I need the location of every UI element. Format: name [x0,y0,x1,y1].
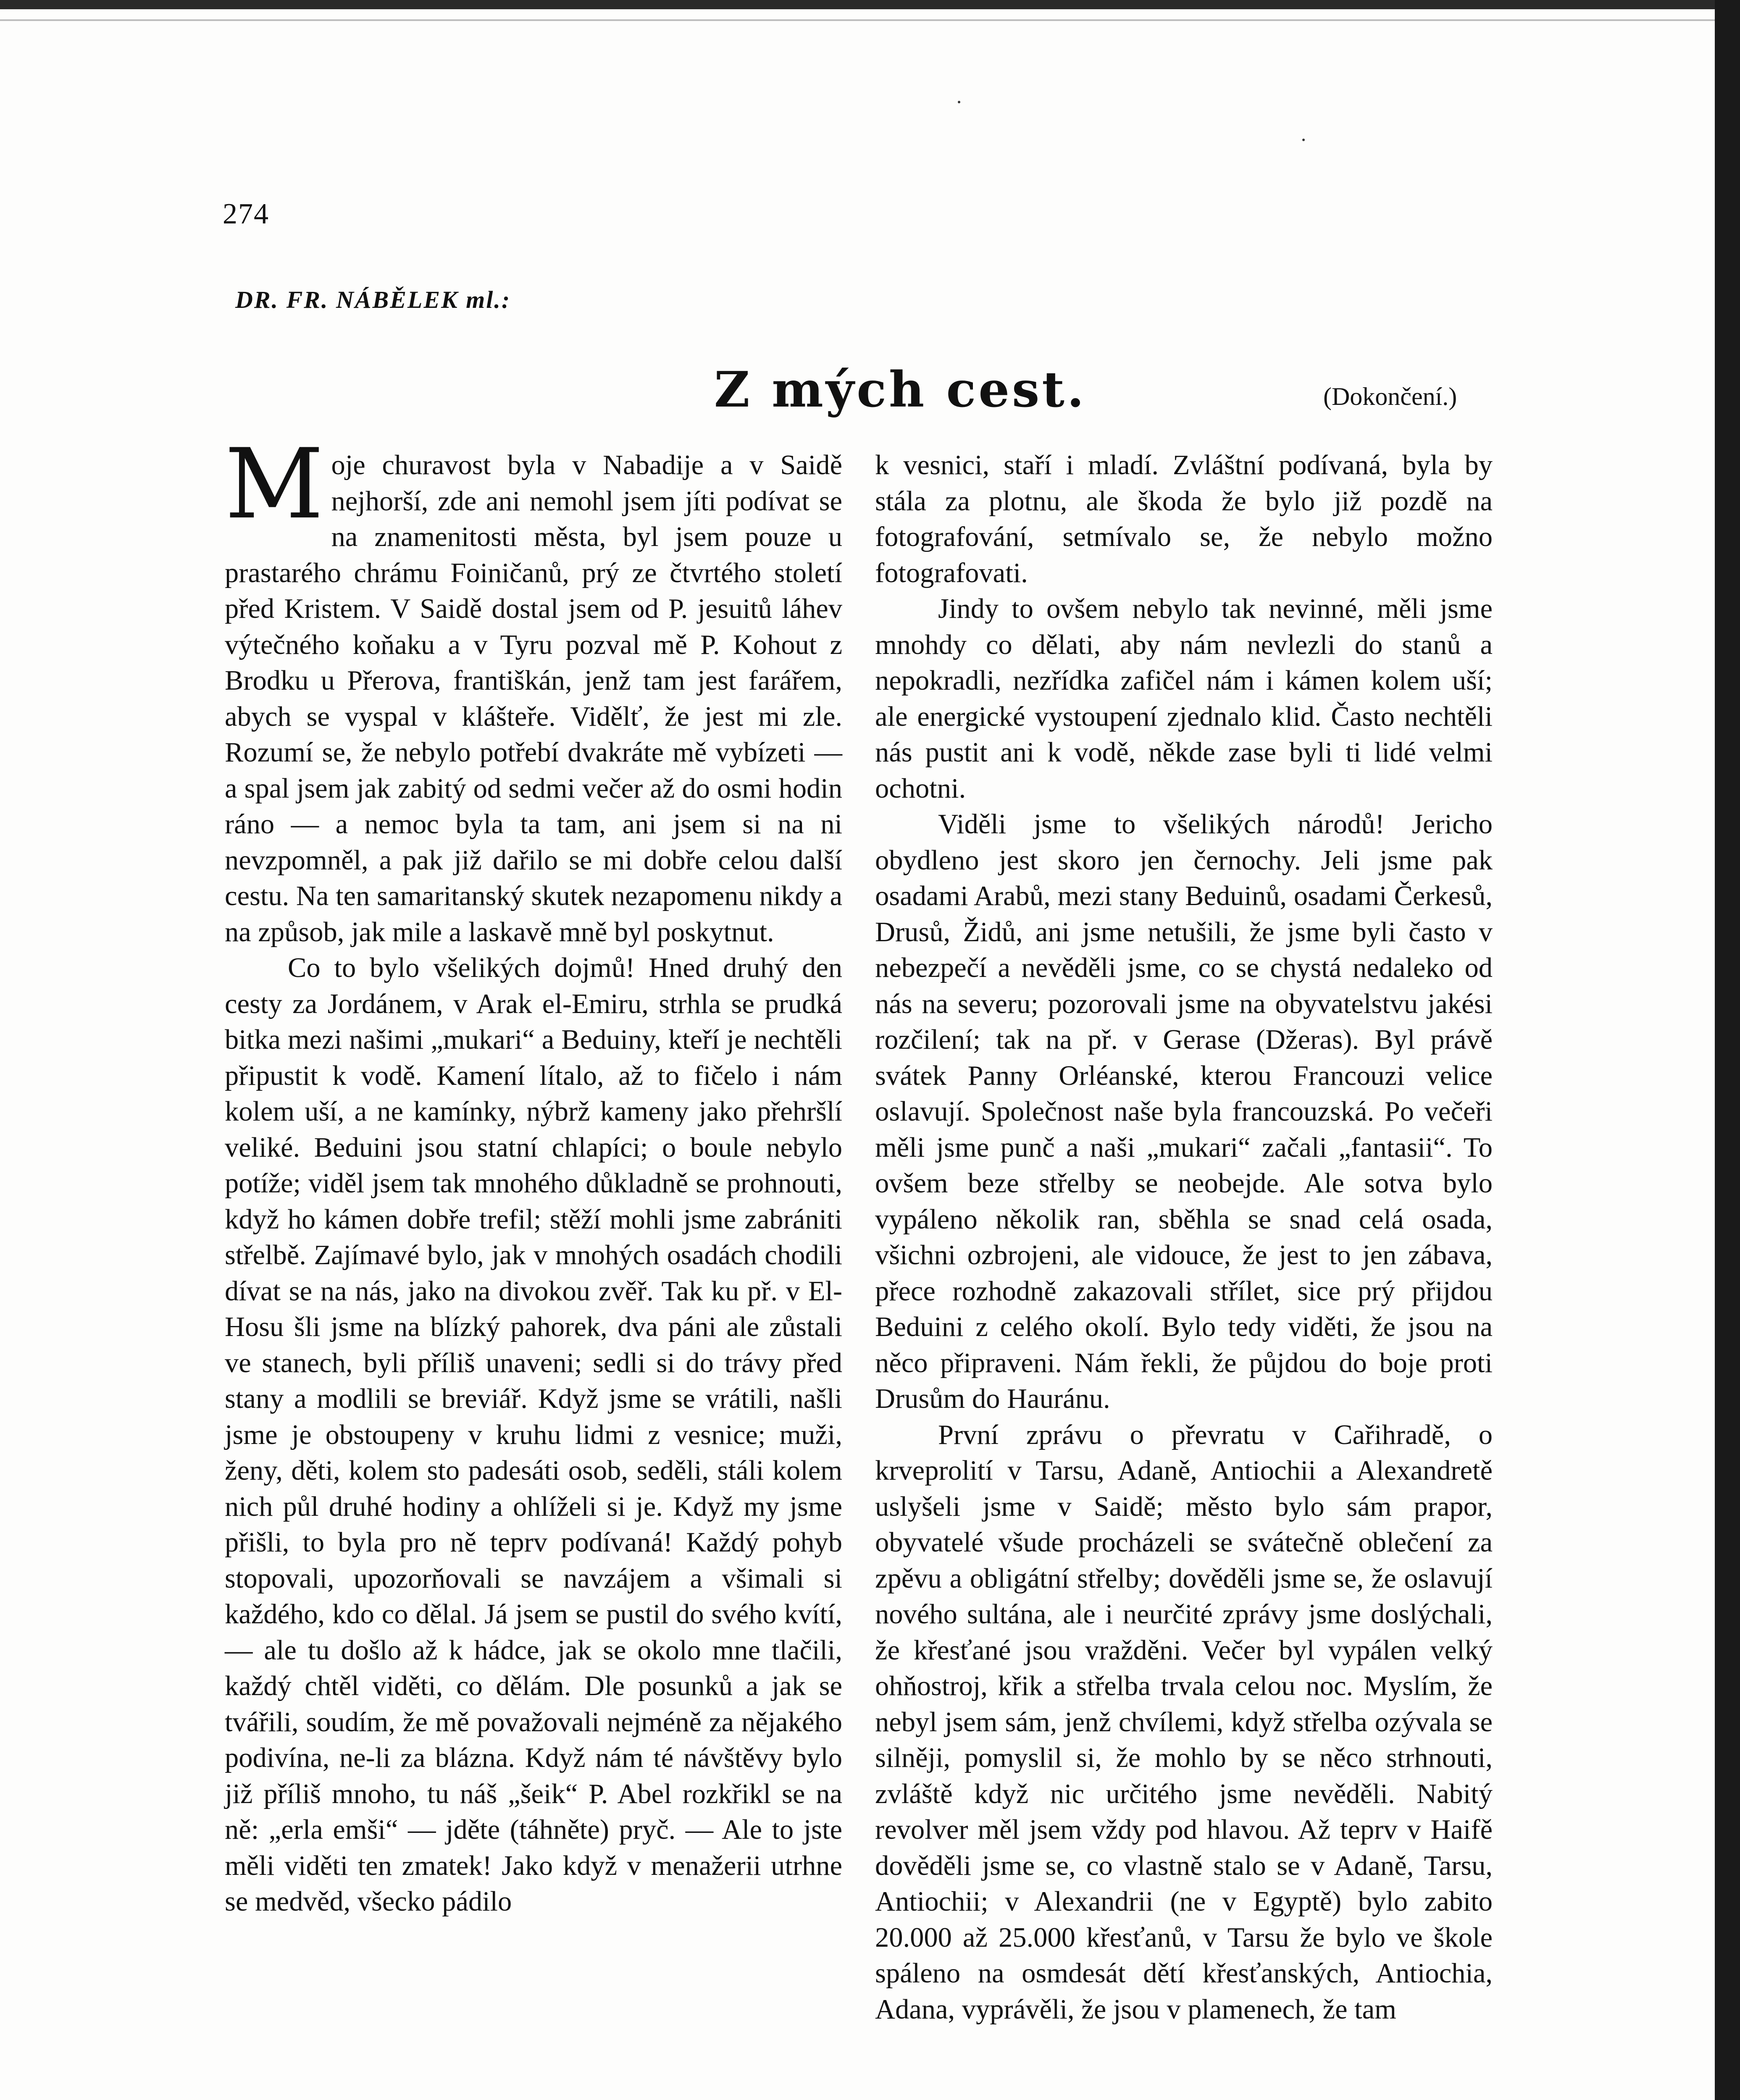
paragraph: Viděli jsme to všelikých národů! Jericho obydleno jest skoro jen černochy. Jeli jsme pak osadami Arabů, mezi stany Beduinů, osadami Čerkesů, Drusů, Židů, ani jsme netušili, že jsme byli často v nebezpečí a nevěděli jsme, co se chystá nedaleko od nás na severu; pozorovali jsme na obyvatelstvu jakési rozčilení; tak na př. v Gerase (Džeras). Byl právě svátek Panny Orléanské, kterou Francouzi velice oslavují. Společnost naše byla francouzská. Po večeři měli jsme punč a naši „mukari“ začali „fantasii“. To ovšem beze střelby se neobejde. Ale sotva bylo vypáleno několik ran, sběhla se snad celá osada, všichni ozbrojeni, ale vidouce, že jest to jen zábava, přece rozhodně zakazovali střílet, sice prý přijdou Beduini z celého okolí. Bylo tedy viděti, že jsou na něco připraveni. Nám řekli, že půjdou do boje proti Drusům do Hauránu. [875,809,1493,1414]
text-column-left [225,428,842,1920]
article-title: Z mých cest. [714,361,1087,418]
scan-rule-top [0,19,1715,21]
paragraph: První zprávu o převratu v Cařihradě, o krveprolití v Tarsu, Adaně, Antiochii a Alexandretě uslyšeli jsme v Saidě; město bylo sám prapor, obyvatelé všude procházeli se svátečně oblečení za zpěvu a obligátní střelby; dověděli jsme se, že oslavují nového sultána, ale i neurčité zprávy jsme doslýchali, že křesťané jsou vražděni. Večer byl vypálen velký ohňostroj, křik a střelba trvala celou noc. Myslím, že nebyl jsem sám, jenž chvílemi, když střelba ozývala se silněji, pomyslil si, že mohlo by se něco strhnouti, zvláště když nic určitého jsme nevěděli. Nabitý revolver měl jsem vždy pod hlavou. Až teprv v Haifě dověděli jsme se, co vlastně stalo se v Adaně, Tarsu, Antiochii; v Alexandrii (ne v Egyptě) bylo zabito 20.000 až 25.000 křesťanů, v Tarsu že bylo ve škole spáleno na osmdesát dětí křesťanských, Antiochia, Adana, vyprávěli, že jsou v plamenech, že tam [875,1419,1493,2025]
scan-speck [1302,139,1305,141]
column-gutter [860,454,861,2100]
paragraph: Jindy to ovšem nebylo tak nevinné, měli jsme mnohdy co dělati, aby nám nevlezli do stanů a nepokradli, nezřídka zafičel nám i kámen kolem uší; ale energické vystoupení zjednalo klid. Často nechtěli nás pustit ani k vodě, někde zase byli ti lidé velmi ochotni. [875,593,1493,804]
drop-cap: M [225,428,324,541]
text-column-right [875,447,1493,2027]
paragraph-text: oje churavost byla v Nabadije a v Saidě nejhorší, zde ani nemohl jsem jíti podívat se na znamenitosti města, byl jsem pouze u prastarého chrámu Foiničanů, prý ze čtvrtého století před Kristem. V Saidě dostal jsem od P. jesuitů láhev výtečného koňaku a v Tyru pozval mě P. Kohout z Brodku u Přerova, františkán, jenž tam jest farářem, abych se vyspal v klášteře. Vidělť, že jest mi zle. Rozumí se, že nebylo potřebí dvakráte mě vybízeti — a spal jsem jak zabitý od sedmi večer až do osmi hodin ráno — a nemoc byla ta tam, ani jsem si na ni nevzpomněl, a pak již dařilo se mi dobře celou další cestu. Na ten samaritanský skutek nezapomenu nikdy a na způsob, jak mile a laskavě mně byl poskytnut. [225,450,842,948]
scan-border-top [0,0,1740,9]
paragraph: Co to bylo všelikých dojmů! Hned druhý den cesty za Jordánem, v Arak el-Emiru, strhla se prudká bitka mezi našimi „mukari“ a Beduiny, kteří je nechtěli připustit k vodě. Kamení lítalo, až to fičelo i nám kolem uší, a ne kamínky, nýbrž kameny jako přehršlí veliké. Beduini jsou statní chlapíci; o boule nebylo potíže; viděl jsem tak mnohého důkladně se prohnouti, když ho kámen dobře trefil; stěží mohli jsme zabrániti střelbě. Zajímavé bylo, jak v mnohých osadách chodili dívat se na nás, jako na divokou zvěř. Tak ku př. v El-Hosu šli jsme na blízký pahorek, dva páni ale zůstali ve stanech, byli příliš unaveni; sedli si do trávy před stany a modlili se breviář. Když jsme se vrátili, našli jsme je obstoupeny v kruhu lidmi z vesnice; muži, ženy, děti, kolem sto padesáti osob, seděli, stáli kolem nich půl druhé hodiny a ohlíželi si je. Když my jsme přišli, to byla pro ně teprv podívaná! Každý pohyb stopovali, upozorňovali se navzájem a všimali si každého, kdo co dělal. Já jsem se pustil do svého kvítí, — ale tu došlo až k hádce, jak se okolo mne tlačili, každý chtěl viděti, co dělám. Dle posunků a jak se tvářili, soudím, že mě považovali nejméně za nějakého podivína, ne-li za blázna. Když nám té návštěvy bylo již příliš mnoho, tu náš „šeik“ P. Abel rozkřikl se na ně: „erla emši“ — jděte (táhněte) pryč. — Ale to jste měli viděti ten zmatek! Jako když v menažerii utrhne se medvěd, všecko pádilo [225,953,842,1917]
paragraph [225,428,842,950]
article-author: DR. FR. NÁBĚLEK ml.: [235,286,511,313]
continuation-note: (Dokončení.) [1323,383,1457,410]
paragraph: k vesnici, staří i mladí. Zvláštní podívaná, byla by stála za plotnu, ale škoda že bylo již pozdě na fotografování, setmívalo se, že nebylo možno fotografovati. [875,450,1493,588]
scan-speck [958,101,960,103]
page-number: 274 [223,198,269,230]
scan-border-right [1715,0,1740,2100]
